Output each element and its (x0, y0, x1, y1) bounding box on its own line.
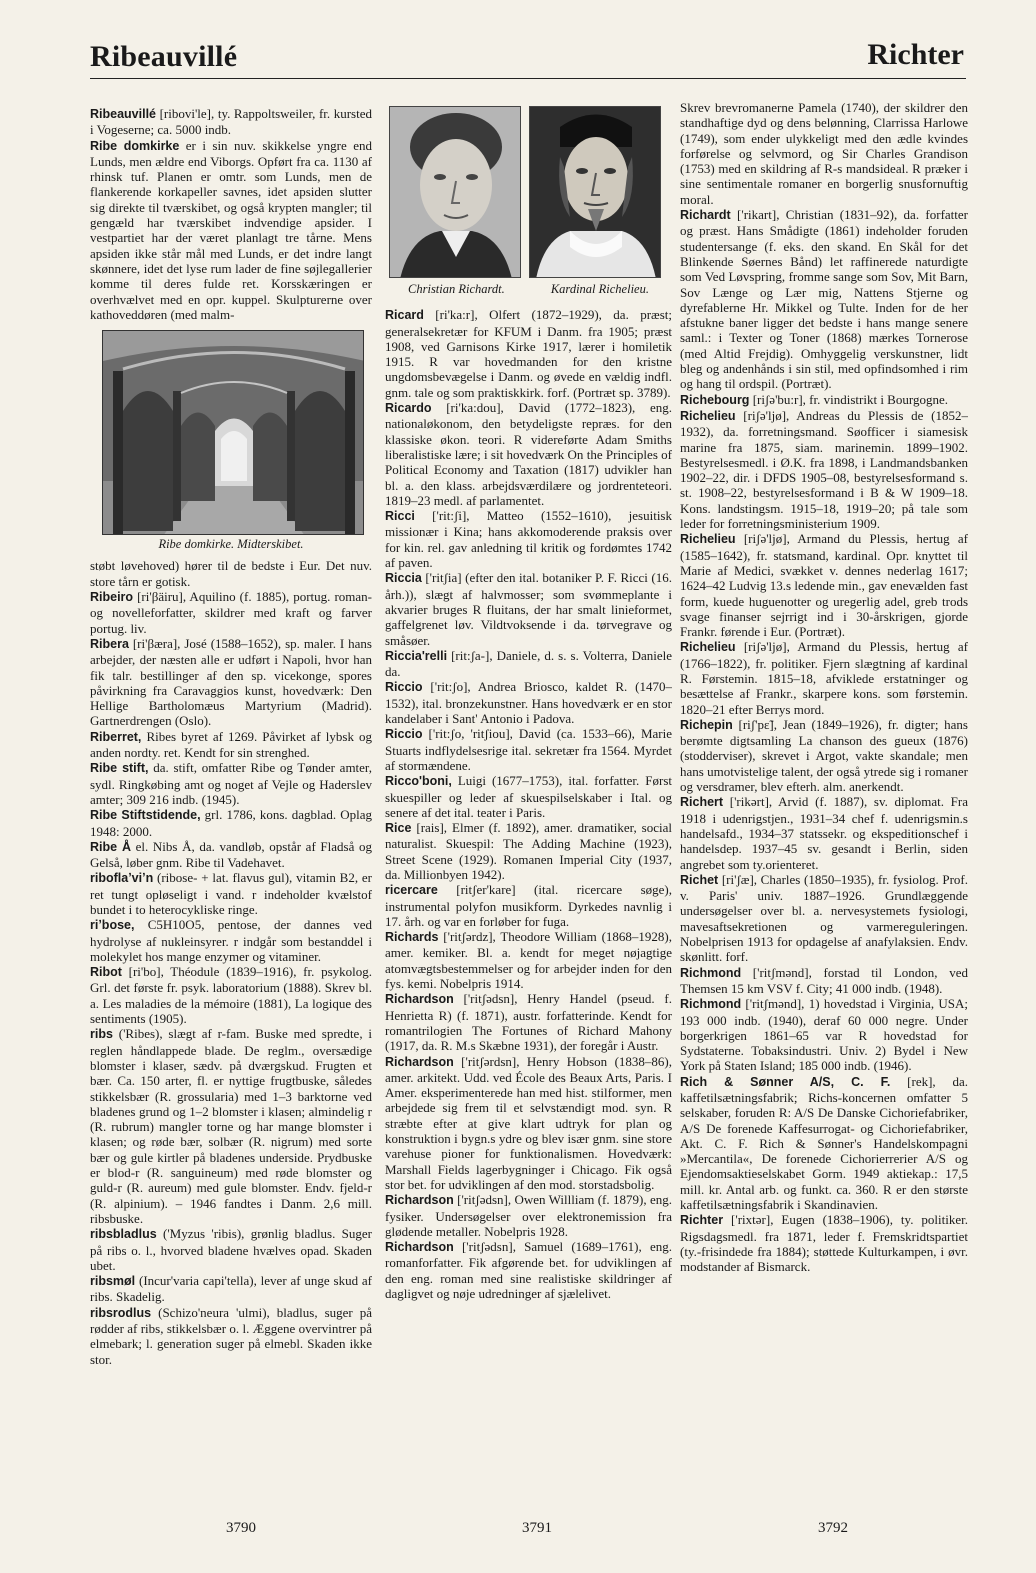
entry-body: (ribose- + lat. flavus gul), vitamin B2, er ret tungt opløseligt i vand. r indeholder kvælstof bundet i to heterocykliske ringe. (90, 870, 372, 917)
dictionary-entry (385, 570, 672, 647)
entry-headword: Ricard (385, 308, 424, 323)
entry-body: [ri'ka:dou], David (1772–1823), eng. nationaløkonom, den betydeligste repræs. for den klassiske økon. teori. R videreførte Adam Smiths liberalistiske lære; i sit hovedværk On the Principles of Political Economy and Taxation (1817) udvikler han bl. a. den klass. arbejdsværdilære og jordrenteteori. 1819–23 medl. af parlamentet. (385, 400, 672, 508)
entry-body: ['ritʃərdsn], Henry Hobson (1838–86), amer. arkitekt. Udd. ved École des Beaux Arts, Paris. I Amer. eksperimenterede han med hist. stilformer, men arbejdede sig frem til et selvstændigt mod. syn. R stræbte efter at give klart udtryk for plan og konstruktion i bygn.s ydre og blev især gnm. sine store varehuse pioner for funktionalismen. Hovedværk: Marshall Fields lagerbygninger i Chicago. Fik også stor bet. for udviklingen af den mod. storstadsbolig. (385, 1053, 672, 1192)
dictionary-entry (680, 717, 968, 794)
entry-body: ['rit:ʃi], Matteo (1552–1610), jesuitisk missionær i Kina; hans akkomoderende praksis over for kin. rel. gav anledning til kritik og fordømtes 1742 af paven. (385, 508, 672, 571)
entry-body: ['ritʃmənd], 1) hovedstad i Virginia, USA; 193 000 indb. (1940), deraf 60 000 negre. Under borgerkrigen 1861–65 var R hovedstad for Sydstaterne. Tobaksindustri. Univ. 2) Bydel i New York på Staten Island; 185 000 indb. (1946). (680, 996, 968, 1074)
page-number-middle: 3791 (522, 1520, 552, 1536)
entry-headword: Rice (385, 821, 412, 836)
entry-body: støbt løvehoved) hører til de bedste i Eur. Det nuv. store tårn er gotisk. (90, 558, 372, 589)
entry-headword: ricercare (385, 883, 438, 898)
entry-headword: Ricardo (385, 401, 432, 416)
entry-headword: Richardt (680, 208, 731, 223)
entry-headword: Rich & Sønner A/S, C. F. (680, 1074, 891, 1089)
entry-headword: Riccia'relli (385, 648, 448, 663)
entry-body: ['rikərt], Arvid (f. 1887), sv. diplomat. Fra 1918 i udenrigstjen., 1931–34 chef f. udenrigsmin.s handelsafd., 1934–37 statssekr. og ekspeditionschef i handelsdep. 1937–45 sv. gesandt i Berlin, siden angrebet som ty.orienteret. (680, 794, 968, 872)
entry-headword: Riberret, (90, 729, 142, 744)
dictionary-entry (385, 1054, 672, 1193)
column-3 (680, 100, 968, 1505)
entry-headword: ribsbladlus (90, 1227, 157, 1242)
entry-body: ['ritʃia] (efter den ital. botaniker P. F. Ricci (16. årh.)), slægt af halvmosser; som svømmeplante i akvarier bruges R fluitans, der har smalt linieformet, gaffelgrenet løv. Vildtvoksende i da. tørvegrave og småsøer. (385, 570, 672, 648)
dictionary-entry (90, 1305, 372, 1367)
entry-body: ['rixtər], Eugen (1838–1906), ty. politiker. Rigsdagsmedl. fra 1871, leder f. Fremskridtspartiet (ty.-frisindede fra 1884); støttede Kulturkampen, i øvr. modstander af Bismarck. (680, 1212, 968, 1275)
entry-body: [riʃə'ljø], Andreas du Plessis de (1852–1932), da. forretningsmand. Søofficer i siamesisk marine fra 1875, siam. marinemin. 1899–1902. Bestyrelsesmedl. i Ø.K. fra 1898, i Landmandsbanken 1902–22, dir. i DFDS 1905–08, bestyrelsesformand s. st. 1908–22, bestyrelsesformand i B & W 1909–18. Kons. landstingsm. 1915–18, 1919–20; på tale som leder for forretningsministerium 1909. (680, 407, 968, 532)
entry-body: [riʃə'bu:r], fr. vindistrikt i Bourgogne. (749, 391, 948, 407)
entry-body: Skrev brevromanerne Pamela (1740), der skildrer den standhaftige dyd og dens belønning, Clarrissa Harlowe (1749), som ender ulykkeligt med den ædle kvindes forførelse og selvmord, og Sir Charles Grandison (1753) med en skildring af R-s mandsideal. R præker i sine sentimentale romaner en borgerlig snusfornuftig moral. (680, 100, 968, 207)
church-interior-photo (102, 330, 364, 535)
entry-body: (Incur'varia capi'tella), lever af unge skud af ribs. Skadelig. (90, 1273, 372, 1305)
entry-body: el. Nibs Å, da. vandløb, opstår af Fladså og Gelså, løber gnm. Ribe til Vadehavet. (90, 838, 372, 871)
entry-body: [riʃə'ljø], Armand du Plessis, hertug af (1585–1642), fr. statsmand, kardinal. Opr. knyttet til Marie af Medici, svækket v. dennes nederlag 1617; 1624–42 Ludvig 13.s ledende min., gav enevælden fast form, kuede huguenotter og uregerlig adel, greb trods svage finanser sejrrigt ind i 30-årskrigen, gjorde Frankr. førende i Eur. (Portræt). (680, 531, 968, 640)
dictionary-entry (385, 648, 672, 680)
entry-body: C5H10O5, pentose, der dannes ved hydrolyse af nukleinsyrer. r indgår som bestanddel i molekylet hos mange enzymer og vitaminer. (90, 917, 372, 964)
dictionary-entry (385, 820, 672, 882)
entry-headword: Ribeiro (90, 590, 134, 605)
entry-headword: Richards (385, 930, 439, 945)
entry-headword: Richebourg (680, 392, 750, 407)
entry-headword: riboflaʼviʼn (90, 871, 154, 886)
entry-body: ['rikart], Christian (1831–92), da. forfatter og præst. Hans Smådigte (1861) indeholder foruden studentersange (f. eks. den skand. En Skål for det Blinkende Søernes Bånd) let raffinerede naturdigte som Ved Løvspring, fromme sange som Sov, Mit Barn, Sov Længe og Lær mig, Nattens Stjerne og dyrefablerne Hr. Mikkel og Tulte. Inden for de her afstukne baner ligger det bedste i hans mange senere saml.: i Texter og Toner (1868) mærkes Tornerose (med Altid Frejdig). Omhyggelig verskunstner, lidt bleg og andenhånds i sin stil, med opfindsomhed i rim og hang til ordspil. (Portræt). (680, 207, 968, 392)
entry-headword: Ribera (90, 636, 129, 651)
dictionary-entry (385, 773, 672, 820)
portrait-kardinal-richelieu (529, 106, 661, 278)
entry-headword: Richardson (385, 1193, 454, 1208)
entry-headword: Ribe Å (90, 839, 131, 854)
dictionary-entry (385, 400, 672, 508)
dictionary-entry (680, 1212, 968, 1274)
portrait-captions (385, 282, 672, 297)
header-rule (90, 78, 966, 79)
entry-headword: Richelieu (680, 640, 736, 655)
entry-body: ('Ribes), slægt af r-fam. Buske med spredte, i reglen håndlappede blade. De reglm., oversædige blomster i klaser, sædv. på dværgskud. Frugten et bær. Ca. 150 arter, fl. er nyttige frugtbuske, således stikkelsbær (R. grossularia) med 1–3 barktorne ved bladenes grund og 1–2 blomster i klasen; almindelig r (R. rubrum) mangler torne og har mange blomster i klasen; og røde bær, solbær (R. nigrum) med sorte bær og gule kirtler på bladenes underside. Prydbuske er blod-r (R. sanguineum) med røde blomster og guld-r (R. aureum) med gule blomster. Endv. fjeld-r (R. alpinium). – 1946 fandtes i Danm. 2,6 mill. ribsbuske. (90, 1026, 372, 1226)
entry-body: ['ritʃərdz], Theodore William (1868–1928), amer. kemiker. Bl. a. kendt for meget nøjagtige atomvægtsbestemmelser og for arbejder inden for den fys. kemi. Nobelpris 1914. (385, 929, 672, 992)
dictionary-entry (680, 996, 968, 1073)
dictionary-entry (680, 531, 968, 639)
dictionary-entry (385, 882, 672, 929)
dictionary-entry (680, 392, 968, 408)
entry-headword: riʼbose, (90, 918, 135, 933)
dictionary-entry (385, 726, 672, 773)
entry-body: grl. 1786, kons. dagblad. Oplag 1948: 2000. (90, 807, 372, 839)
dictionary-entry (680, 100, 968, 207)
entry-headword: Richelieu (680, 408, 736, 423)
dictionary-entry (90, 917, 372, 964)
column-2 (385, 106, 672, 1506)
entry-headword: Richmond (680, 965, 742, 980)
entry-headword: Richardson (385, 1054, 454, 1069)
entry-headword: Richet (680, 872, 719, 887)
church-nave-illustration (103, 331, 364, 535)
entry-body: [ri'βæra], José (1588–1652), sp. maler. I hans arbejder, der næsten alle er udført i Napoli, hvor han fik talr. bestillinger af den sp. vicekonge, spores påvirkning fra Caravaggios kunst, hovedværk: Den Hellige Bartholomæus Martyrium (Madrid). Gartnerdrengen (Oslo). (90, 635, 372, 729)
entry-headword: Ribeauvillé (90, 107, 156, 121)
dictionary-entry (385, 991, 672, 1053)
dictionary-entry (90, 870, 372, 917)
entry-headword: Riccio (385, 727, 423, 742)
portrait-pair (389, 106, 672, 278)
entry-body: Luigi (1677–1753), ital. forfatter. Først skuespiller og leder af skuespilselskaber i Ital. og senere af det ital. teater i Paris. (385, 773, 672, 820)
entry-body: ['ritʃədsn], Owen Willliam (f. 1879), eng. fysiker. Undersøgelser over elektronemission fra glødende metaller. Nobelpris 1928. (385, 1192, 672, 1239)
dictionary-entry (90, 729, 372, 761)
entry-body: ['ritʃədsn], Samuel (1689–1761), eng. romanforfatter. Fik afgørende bet. for udviklingen af den eng. roman med sine realistiske skildringer af dagligvet og nøje udredninger af sjælelivet. (385, 1239, 672, 1301)
dictionary-entry (90, 589, 372, 636)
dictionary-entry (680, 872, 968, 965)
entry-body: ['ritʃədsn], Henry Handel (pseud. f. Henrietta R) (f. 1871), austr. forfatterinde. Kendt for romantrilogien The Fortunes of Richard Mahony (1917, da. R. M.s Skæbne 1931), der foregår i Austr. (385, 991, 672, 1054)
dictionary-entry (680, 207, 968, 392)
dictionary-entry (90, 839, 372, 871)
entry-headword: Ribot (90, 965, 122, 980)
dictionary-entry (385, 1192, 672, 1239)
dictionary-entry (385, 1239, 672, 1301)
page-number-right: 3792 (818, 1520, 848, 1536)
dictionary-entry (385, 508, 672, 570)
dictionary-entry (680, 965, 968, 997)
entry-headword: ribs (90, 1027, 113, 1042)
entry-body: [rek], da. kaffetilsætningsfabrik; Richs-koncernen omfatter 5 selskaber, foruden R: A/S De Danske Cichoriefabriker, A/S De forenede Kaffesurrogat- og Cichoriefabriker, Akt. C. F. Rich & Sønner's Handelskompagni »Mercantila«, De forenede Cichorierrerier A/S og Ejendomsaktieselskabet Gorm. 1949 aktiekap.: 17,5 mill. kr. Antal arb. og funkt. ca. 360. R er den største kaffetilsætningsfabrik i Skandinavien. (680, 1073, 968, 1213)
entry-headword: Riccio (385, 680, 423, 695)
entry-body: [riʃ'pɛ̃], Jean (1849–1926), fr. digter; hans berømte digtsamling La chanson des gueux (1876) (stodderviser), skrevet i Argot, vakte skandale; men hans umotvistelige talent, der også ytrede sig i romaner og versdramer, blev efterh. alm. anerkendt. (680, 716, 968, 795)
dictionary-entry (90, 964, 372, 1026)
running-head-right: Richter (867, 38, 964, 71)
entry-body: da. stift, omfatter Ribe og Tønder amter, sydl. Ringkøbing amt og noget af Vejle og Haderslev amter; 309 216 indb. (1945). (90, 760, 372, 807)
entry-headword: Richepin (680, 717, 733, 732)
dictionary-entry (90, 807, 372, 839)
dictionary-entry (680, 639, 968, 716)
entry-body: [ri'βäiru], Aquilino (f. 1885), portug. roman- og novelleforfatter, skildrer med kraft og farver portug. liv. (90, 589, 372, 636)
dictionary-entry (90, 1026, 372, 1226)
entry-body: (Schizo'neura 'ulmi), bladlus, suger på rødder af ribs, stikkelsbær o. l. Æggene overvintrer på elmebark; l. generation suger på elmebl. Skaden ikke stor. (90, 1304, 372, 1367)
dictionary-entry (680, 1074, 968, 1213)
church-photo-caption: Ribe domkirke. Midterskibet. (158, 537, 304, 552)
portrait-right-caption: Kardinal Richelieu. (550, 282, 649, 296)
entry-body: [riʃə'ljø], Armand du Plessis, hertug af (1766–1822), fr. politiker. Fjern slægtning af kardinal R. Førstemin. 1815–18, afviklede erstatninger og besættelse af Frankr., skarpere kons. som førstemin. 1820–21 efter Berrys mord. (680, 639, 968, 717)
dictionary-entry (680, 408, 968, 531)
entry-body: Ribes byret af 1269. Påvirket af lybsk og anden nordty. ret. Kendt for sin strenghed. (90, 728, 372, 761)
entry-body: [ri'ʃæ], Charles (1850–1935), fr. fysiolog. Prof. v. Paris' univ. 1887–1926. Grundlæggende undersøgelser over bl. a. nervesystemets fysiologi, mavesaftsekretionen og varmereguleringen. Nobelprisen 1913 for opdagelse af anafylaksien. Endv. skønlitt. forf. (680, 871, 968, 965)
entry-headword: Richert (680, 795, 724, 810)
entry-headword: Ribe domkirke (90, 138, 180, 153)
dictionary-entry (680, 794, 968, 871)
entry-body: [ri'ka:r], Olfert (1872–1929), da. præst; generalsekretær for KFUM i Danm. fra 1905; præst 1908, ved Garnisons Kirke 1917, lærer i homiletik 1915. R var hovedmanden for den kristne ungdomsbevægelse i Danm. og øvede en vældig indfl. gnm. tale og som praktiskkirk. forf. (Portræt sp. 3789). (385, 307, 672, 400)
page-number-left: 3790 (226, 1520, 256, 1536)
entry-body: [rais], Elmer (f. 1892), amer. dramatiker, social naturalist. Skuespil: The Adding Machine (1923), Street Scene (1929). Romanen Imperial City (1937, da. Millionbyen 1942). (385, 820, 672, 882)
entry-headword: Riccia (385, 571, 422, 586)
entry-headword: Ribe stift, (90, 761, 149, 776)
dictionary-entry (385, 307, 672, 400)
dictionary-entry (90, 558, 372, 589)
dictionary-entry (90, 1273, 372, 1305)
dictionary-entry (90, 760, 372, 807)
entry-headword: Richardson (385, 1240, 454, 1255)
entry-body: ('Myzus 'ribis), grønlig bladlus. Suger på ribs o. l., hvorved bladene hvælves opad. Skaden ubet. (90, 1226, 372, 1273)
entry-body: ['rit:ʃo, 'ritʃiou], David (ca. 1533–66), Marie Stuarts indflydelsesrige ital. sekretær fra 1564. Myrdet af stormændene. (385, 726, 672, 773)
entry-body: [ribovi'le], ty. Rappoltsweiler, fr. kursted i Vogeserne; ca. 5000 indb. (90, 106, 372, 138)
entry-headword: Ricco'boni, (385, 774, 452, 789)
entry-body: ['rit:ʃo], Andrea Briosco, kaldet R. (1470–1532), ital. bronzekunstner. Hans hovedværk er en stor kandelaber i Sant' Antonio i Padova. (385, 679, 672, 727)
entry-headword: ribsmøl (90, 1274, 136, 1289)
entry-headword: ribsrodlus (90, 1305, 152, 1320)
portrait-left-caption: Christian Richardt. (408, 282, 505, 296)
entry-body: [rit:ʃa-], Daniele, d. s. s. Volterra, Daniele da. (385, 647, 672, 680)
dictionary-entry (385, 929, 672, 991)
running-head-left: Ribeauvillé (90, 40, 238, 73)
entry-body: er i sin nuv. skikkelse yngre end Lunds, men ældre end Viborgs. Opført fra ca. 1130 af rhinsk tuf. Planen er omtr. som Lunds, men de flankerende korkapeller savnes, idet apsiden slutter sig direkte til tværskibet, og også krypten mangler; til gengæld har tværskibet indvendige apsider. I vestpartiet har der været planlagt tre tårne. Mens apsiden ikke står mål med Lunds, er det indre langt skønnere, idet det lyse rum lader de fine søjlegallerier komme til deres fulde ret. Korsskæringen er overhvælvet med en opr. kuppel. Skulpturerne over kathoveddøren (med malm- (90, 137, 372, 322)
entry-headword: Richardson (385, 992, 454, 1007)
entry-body: [ritʃer'kare] (ital. ricercare søge), instrumental polyfon musikform. Dyrkedes navnlig i 17. årh. og var en forløber for fuga. (385, 882, 672, 929)
dictionary-entry (90, 636, 372, 729)
entry-headword: Richelieu (680, 532, 736, 547)
entry-headword: Ricci (385, 509, 415, 524)
dictionary-entry (385, 679, 672, 726)
dictionary-entry (90, 138, 372, 323)
dictionary-entry (90, 106, 372, 138)
entry-headword: Ribe Stiftstidende, (90, 808, 201, 823)
portrait-christian-richardt (389, 106, 521, 278)
dictionary-entry (90, 1226, 372, 1273)
entry-body: [ri'bo], Théodule (1839–1916), fr. psykolog. Grl. det første fr. psyk. laboratorium (1888). Skrev bl. a. Les maladies de la mémoire (1881), La logique des sentiments (1905). (90, 964, 372, 1027)
column-1 (90, 106, 372, 1506)
entry-headword: Richmond (680, 997, 742, 1012)
entry-headword: Richter (680, 1213, 724, 1228)
entry-body: ['ritʃmənd], forstad til London, ved Themsen 15 km VSV f. City; 41 000 indb. (1948). (680, 964, 968, 996)
